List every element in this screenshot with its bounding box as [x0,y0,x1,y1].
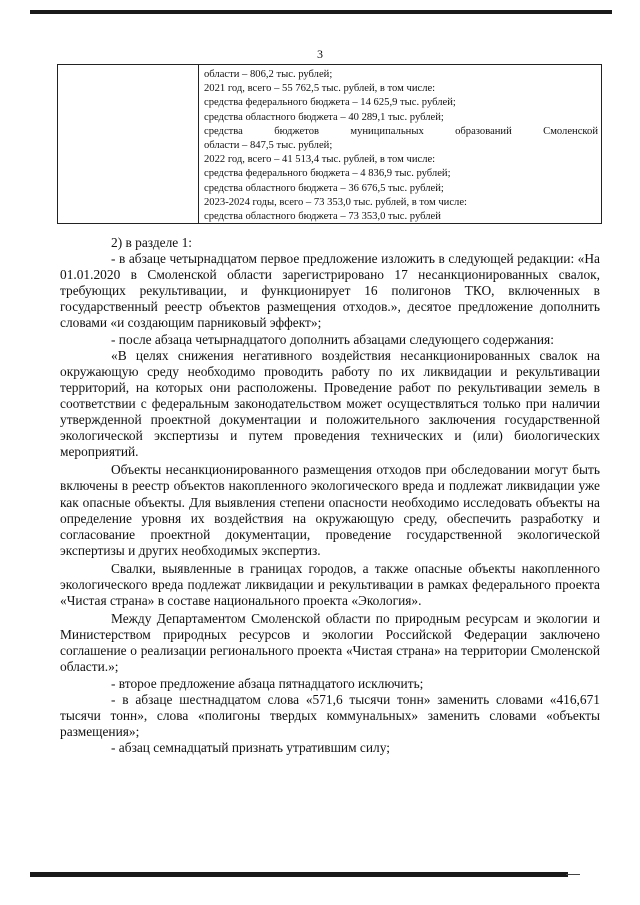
table-line: средства областного бюджета – 40 289,1 тыс. рублей; [204,111,444,123]
paragraph: - в абзаце четырнадцатом первое предложение изложить в следующей редакции: «На 01.01.2020 в Смоленской области зарегистрировано 17 несанкционированных свалок, требующих рекультивации, и функционирует 16 полигонов ТКО, включенных в государственный реестр объектов размещения отходов.», десятое предложение дополнить словами «и создающим парниковый эффект»; [60,251,600,331]
bottom-rule-tick [566,874,580,875]
bottom-rule [30,872,568,877]
table-line: средства областного бюджета – 36 676,5 тыс. рублей; [204,182,444,194]
paragraph: Объекты несанкционированного размещения отходов при обследовании могут быть включены в реестр объектов накопленного экологического вреда и подлежат ликвидации уже как опасные объекты. Для выявления степени опасности необходимо исследовать объекты на определение уровня их воздействия на окружающую среду, обеспечить разработку и согласование проектной документации, проведение государственной экологической экспертизы и других необходимых экспертиз. [60,462,600,558]
document-body [60,235,600,756]
paragraph: - в абзаце шестнадцатом слова «571,6 тысячи тонн» заменить словами «416,671 тысячи тонн», слова «полигоны твердых коммунальных» заменить словами «объекты размещения»; [60,691,600,739]
table-column-divider [198,65,199,223]
top-rule [30,10,612,14]
funding-table [57,64,602,224]
page-number: 3 [317,47,323,61]
table-line: области – 847,5 тыс. рублей; [204,140,333,152]
table-line: 2023-2024 годы, всего – 73 353,0 тыс. рублей, в том числе: [204,196,467,208]
paragraph: - абзац семнадцатый признать утратившим силу; [111,739,390,755]
table-line: 2022 год, всего – 41 513,4 тыс. рублей, в том числе: [204,154,436,166]
table-line: средства областного бюджета – 73 353,0 тыс. рублей [204,211,441,223]
paragraph: Между Департаментом Смоленской области по природным ресурсам и экологии и Министерством природных ресурсов и экологии Российской Федерации заключено соглашение о реализации регионального проекта «Чистая страна» на территории Смоленской области.»; [60,611,600,675]
paragraph: - после абзаца четырнадцатого дополнить абзацами следующего содержания: [111,331,554,347]
table-line: средства федерального бюджета – 4 836,9 тыс. рублей; [204,168,451,180]
table-line: области – 806,2 тыс. рублей; [204,69,333,80]
funding-table-cell [204,68,598,224]
table-line: 2021 год, всего – 55 762,5 тыс. рублей, в том числе: [204,83,436,95]
table-line: средства федерального бюджета – 14 625,9 тыс. рублей; [204,97,456,109]
section-heading: 2) в разделе 1: [111,235,193,250]
paragraph: «В целях снижения негативного воздействия несанкционированных свалок на окружающую среду необходимо проводить работу по их ликвидации и рекультивации территорий, на которых они расположены. Проведение работ по рекультивации земель в соответствии с федеральным законодательством может осуществляться только при наличии утвержденной проектной документации и положительного заключения государственной экологической экспертизы и путем проведения технических и (или) биологических мероприятий. [60,347,600,460]
table-line: средства бюджетов муниципальных образований Смоленской [204,125,598,137]
paragraph: Свалки, выявленные в границах городов, а также опасные объекты накопленного экологического вреда подлежат ликвидации и рекультивации в рамках федерального проекта «Чистая страна» в составе национального проекта «Экология». [60,560,600,609]
paragraph: - второе предложение абзаца пятнадцатого исключить; [111,675,424,691]
